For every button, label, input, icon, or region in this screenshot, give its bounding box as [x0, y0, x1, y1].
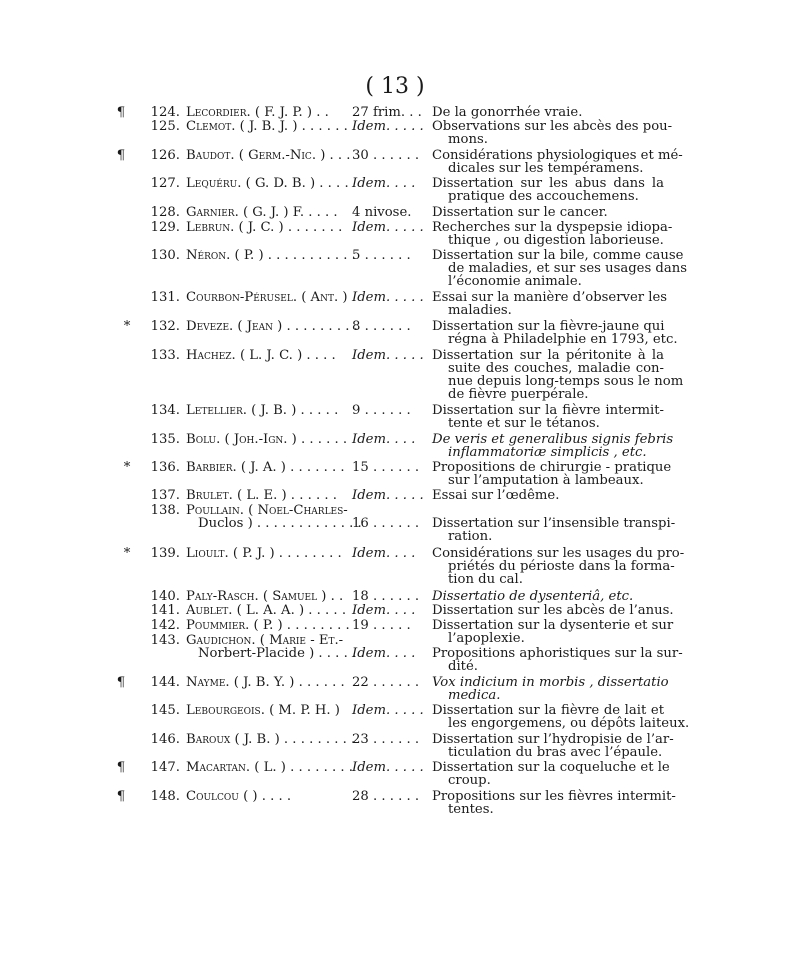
entry-line — [0, 106, 800, 119]
entry-author: Lebourgeois. ( M. P. H. ) — [186, 703, 340, 718]
entry-line — [0, 717, 800, 730]
entry-title-continued: régna à Philadelphie en 1793, etc. — [448, 332, 678, 347]
catalog-entry — [0, 604, 800, 617]
catalog-entry — [0, 790, 800, 816]
entry-line — [0, 162, 800, 175]
entry-title: De veris et generalibus signis febris — [432, 432, 674, 447]
entry-number: 139. — [150, 546, 180, 561]
entry-title-continued: pratique des accouchemens. — [448, 189, 639, 204]
catalog-entry — [0, 631, 800, 674]
entry-title: Dissertation sur la coqueluche et le — [432, 760, 670, 775]
entry-date: Idem. . . . — [352, 176, 416, 191]
entry-title: Dissertation sur la fièvre intermit- — [432, 403, 664, 418]
entry-line — [0, 221, 800, 234]
entry-date: 18 . . . . . . — [352, 589, 420, 604]
catalog-entry — [0, 676, 800, 702]
entry-title: Propositions aphoristiques sur la sur- — [432, 646, 683, 661]
catalog-entry — [0, 761, 800, 787]
entry-date: 27 frim. . . — [352, 105, 422, 120]
entry-author: Néron. ( P. ) . . . . . . . . . . . — [186, 248, 356, 263]
entry-title: Propositions sur les fièvres intermit- — [432, 789, 676, 804]
catalog-entry — [0, 704, 800, 730]
catalog-entry — [0, 504, 800, 543]
entry-number: 137. — [150, 488, 180, 503]
entry-title: Dissertatio de dysenteriâ, etc. — [432, 589, 634, 604]
entry-author: Paly-Rasch. ( Samuel ) . . — [186, 589, 344, 604]
entry-title: Dissertation sur l’hydropisie de l’ar- — [432, 732, 674, 747]
catalog-entry — [0, 221, 800, 247]
entry-line — [0, 234, 800, 247]
entry-date: 30 . . . . . . — [352, 148, 420, 163]
entry-title-continued: thique , ou digestion laborieuse. — [448, 233, 664, 248]
entry-date: Idem. . . . — [352, 646, 416, 661]
entry-line — [0, 304, 800, 317]
entry-author: Letellier. ( J. B. ) . . . . . — [186, 403, 339, 418]
entry-author: Clemot. ( J. B. J. ) . . . . . . — [186, 119, 348, 134]
entry-date: 5 . . . . . . — [352, 248, 411, 263]
entry-title-continued: tion du cal. — [448, 572, 523, 587]
entry-line — [0, 333, 800, 346]
entry-line — [0, 404, 800, 417]
catalog-entry — [0, 249, 800, 288]
entry-title: Essai sur la manière d’observer les — [432, 290, 668, 305]
entry-line — [0, 761, 800, 774]
entry-line — [0, 474, 800, 487]
entry-date: 15 . . . . . . — [352, 460, 420, 475]
entry-title: Dissertation sur les abcès de l’anus. — [432, 603, 674, 618]
entry-line — [0, 619, 800, 632]
entry-number: 147. — [150, 760, 180, 775]
entry-line — [0, 149, 800, 162]
entry-number: 132. — [150, 319, 180, 334]
entry-line — [0, 417, 800, 430]
entry-author: Lioult. ( P. J. ) . . . . . . . . — [186, 546, 342, 561]
entry-number: 127. — [150, 176, 180, 191]
catalog-entry — [0, 733, 800, 759]
entry-line — [0, 320, 800, 333]
entry-line — [0, 433, 800, 446]
entry-title: Dissertation sur la péritonite à la — [432, 348, 664, 363]
catalog-entry — [0, 206, 800, 219]
entry-title: Dissertation sur la dysenterie et sur — [432, 618, 674, 633]
entry-author-continued: Norbert-Placide ) . . . . . . — [198, 646, 365, 661]
page-number: ( 13 ) — [365, 74, 425, 99]
entry-title-continued: dicales sur les tempéramens. — [448, 161, 644, 176]
entry-number: 144. — [150, 675, 180, 690]
entry-date: 22 . . . . . . — [352, 675, 420, 690]
entry-line — [0, 689, 800, 702]
entry-title-continued: croup. — [448, 773, 491, 788]
entry-line — [0, 446, 800, 459]
entry-line — [0, 560, 800, 573]
entry-number: 140. — [150, 589, 180, 604]
entry-author: Poummier. ( P. ) . . . . . . . . — [186, 618, 350, 633]
entry-title-continued: nue depuis long-temps sous le nom — [448, 374, 684, 389]
entry-number: 130. — [150, 248, 180, 263]
entry-title-continued: l’apoplexie. — [448, 631, 525, 646]
entry-author: Lequéru. ( G. D. B. ) . . . . — [186, 176, 349, 191]
entry-author: Gaudichon. ( Marie - Et.- — [186, 633, 344, 648]
entry-date: 19 . . . . . — [352, 618, 411, 633]
entry-title: Vox indicium in morbis , dissertatio — [432, 675, 669, 690]
entry-title-continued: priétés du périoste dans la forma- — [448, 559, 675, 574]
entry-author: Nayme. ( J. B. Y. ) . . . . . . — [186, 675, 345, 690]
entry-number: 126. — [150, 148, 180, 163]
entry-title: Dissertation sur l’insensible transpi- — [432, 516, 676, 531]
entry-title: Dissertation sur les abus dans la — [432, 176, 664, 191]
catalog-entry — [0, 177, 800, 203]
entry-author: Bolu. ( Joh.-Ign. ) . . . . . . — [186, 432, 348, 447]
entry-number: 133. — [150, 348, 180, 363]
entry-title: Essai sur l’œdême. — [432, 488, 560, 503]
catalog-entry — [0, 547, 800, 586]
entry-line — [0, 206, 800, 219]
entry-mark: ¶ — [116, 675, 126, 690]
entry-line — [0, 604, 800, 617]
entry-line — [0, 547, 800, 560]
entry-number: 128. — [150, 205, 180, 220]
entry-mark: ¶ — [116, 760, 126, 775]
catalog-entry — [0, 149, 800, 175]
entry-date: Idem. . . . . — [352, 220, 424, 235]
entry-number: 138. — [150, 503, 180, 518]
entry-date: 9 . . . . . . — [352, 403, 411, 418]
entry-title: Propositions de chirurgie - pratique — [432, 460, 672, 475]
entry-date: 23 . . . . . . — [352, 732, 420, 747]
entry-author: Hachez. ( L. J. C. ) . . . . — [186, 348, 336, 363]
entry-title: Observations sur les abcès des pou- — [432, 119, 673, 134]
entry-title-continued: maladies. — [448, 303, 512, 318]
entry-line — [0, 803, 800, 816]
entry-line — [0, 349, 800, 362]
entry-author-continued: Duclos ) . . . . . . . . . . . . . — [198, 516, 362, 531]
entry-mark: * — [123, 460, 131, 475]
entry-author: Baroux ( J. B. ) . . . . . . . . . — [186, 732, 356, 747]
catalog-entry — [0, 433, 800, 459]
entry-number: 135. — [150, 432, 180, 447]
entry-number: 129. — [150, 220, 180, 235]
entry-mark: * — [123, 319, 131, 334]
entry-title-continued: sur l’amputation à lambeaux. — [448, 473, 644, 488]
entry-date: Idem. . . . . — [352, 488, 424, 503]
entry-mark: ¶ — [116, 789, 126, 804]
entry-line — [0, 291, 800, 304]
entry-line — [0, 388, 800, 401]
entry-number: 143. — [150, 633, 180, 648]
catalog-entry — [0, 461, 800, 487]
entry-date: Idem. . . . . — [352, 703, 424, 718]
entry-date: 28 . . . . . . — [352, 789, 420, 804]
entry-line — [0, 120, 800, 133]
entry-line — [0, 590, 800, 603]
catalog-entry — [0, 320, 800, 346]
entry-title-continued: les engorgemens, ou dépôts laiteux. — [448, 716, 690, 731]
catalog-entry — [0, 404, 800, 430]
entry-title-continued: ticulation du bras avec l’épaule. — [448, 745, 663, 760]
entry-date: Idem. . . . . — [352, 119, 424, 134]
entry-date: Idem. . . . — [352, 603, 416, 618]
entry-author: Lecordier. ( F. J. P. ) . . — [186, 105, 329, 120]
entry-title-continued: dité. — [448, 659, 478, 674]
entry-title: Recherches sur la dyspepsie idiopa- — [432, 220, 673, 235]
entry-title: Considérations sur les usages du pro- — [432, 546, 685, 561]
entry-line — [0, 790, 800, 803]
entry-line — [0, 733, 800, 746]
entry-author: Aublet. ( L. A. A. ) . . . . . — [186, 603, 347, 618]
entry-mark: ¶ — [116, 148, 126, 163]
entry-number: 148. — [150, 789, 180, 804]
entry-title: Dissertation sur la fièvre-jaune qui — [432, 319, 665, 334]
entry-number: 145. — [150, 703, 180, 718]
entry-date: Idem. . . . — [352, 432, 416, 447]
entry-author: Coulcou ( ) . . . . — [186, 789, 292, 804]
entry-line — [0, 746, 800, 759]
entry-line — [0, 461, 800, 474]
entry-author: Garnier. ( G. J. ) F. . . . . — [186, 205, 338, 220]
entry-line — [0, 517, 800, 530]
entry-title: Dissertation sur la bile, comme cause — [432, 248, 684, 263]
entry-date: 16 . . . . . . — [352, 516, 420, 531]
entry-title-continued: de fièvre puerpérale. — [448, 387, 589, 402]
entry-line — [0, 489, 800, 502]
entry-title-continued: tentes. — [448, 802, 494, 817]
entry-number: 134. — [150, 403, 180, 418]
entry-date: 8 . . . . . . — [352, 319, 411, 334]
entry-title-continued: de maladies, et sur ses usages dans — [448, 261, 687, 276]
entry-line — [0, 573, 800, 586]
entry-author: Brulet. ( L. E. ) . . . . . . — [186, 488, 337, 503]
entry-line — [0, 375, 800, 388]
catalog-entry — [0, 349, 800, 401]
entry-number: 124. — [150, 105, 180, 120]
entry-number: 136. — [150, 460, 180, 475]
entry-line — [0, 647, 800, 660]
entry-author: Barbier. ( J. A. ) . . . . . . . — [186, 460, 345, 475]
entry-title: Dissertation sur le cancer. — [432, 205, 608, 220]
catalog-entry — [0, 291, 800, 317]
entry-mark: * — [123, 546, 131, 561]
entry-author: Poullain. ( Noel-Charles- — [186, 503, 348, 518]
entry-number: 141. — [150, 603, 180, 618]
entry-author: Baudot. ( Germ.-Nic. ) . . . — [186, 148, 351, 163]
entry-line — [0, 190, 800, 203]
entry-line — [0, 262, 800, 275]
entry-title-continued: inflammatoriæ simplicis , etc. — [448, 445, 647, 460]
entry-author: Courbon-Pérusel. ( Ant. ) — [186, 290, 348, 305]
entry-title-continued: ration. — [448, 529, 493, 544]
entry-mark: ¶ — [116, 105, 126, 120]
entry-author: Macartan. ( L. ) . . . . . . . . — [186, 760, 353, 775]
entry-title-continued: suite des couches, maladie con- — [448, 361, 664, 376]
entry-title-continued: l’économie animale. — [448, 274, 582, 289]
entry-title-continued: mons. — [448, 132, 488, 147]
entry-line — [0, 133, 800, 146]
entry-author: Lebrun. ( J. C. ) . . . . . . . — [186, 220, 343, 235]
entry-title: De la gonorrhée vraie. — [432, 105, 583, 120]
entry-date: Idem. . . . . — [352, 760, 424, 775]
entry-line — [0, 774, 800, 787]
catalog-entry — [0, 120, 800, 146]
entry-line — [0, 177, 800, 190]
entry-title-continued: medica. — [448, 688, 501, 703]
entry-title-continued: tente et sur le tétanos. — [448, 416, 600, 431]
entry-date: Idem. . . . . — [352, 290, 424, 305]
entry-author: Deveze. ( Jean ) . . . . . . . . . — [186, 319, 358, 334]
entry-title: Dissertation sur la fièvre de lait et — [432, 703, 664, 718]
entry-line — [0, 676, 800, 689]
catalog-entry — [0, 106, 800, 119]
entry-date: Idem. . . . — [352, 546, 416, 561]
entry-number: 125. — [150, 119, 180, 134]
entry-number: 142. — [150, 618, 180, 633]
entry-date: Idem. . . . . — [352, 348, 424, 363]
entry-date: 4 nivose. — [352, 205, 412, 220]
entry-line — [0, 530, 800, 543]
catalog-entry — [0, 590, 800, 603]
entry-line — [0, 660, 800, 673]
entry-number: 131. — [150, 290, 180, 305]
entry-line — [0, 275, 800, 288]
entry-number: 146. — [150, 732, 180, 747]
catalog-entry — [0, 489, 800, 502]
entry-title: Considérations physiologiques et mé- — [432, 148, 683, 163]
